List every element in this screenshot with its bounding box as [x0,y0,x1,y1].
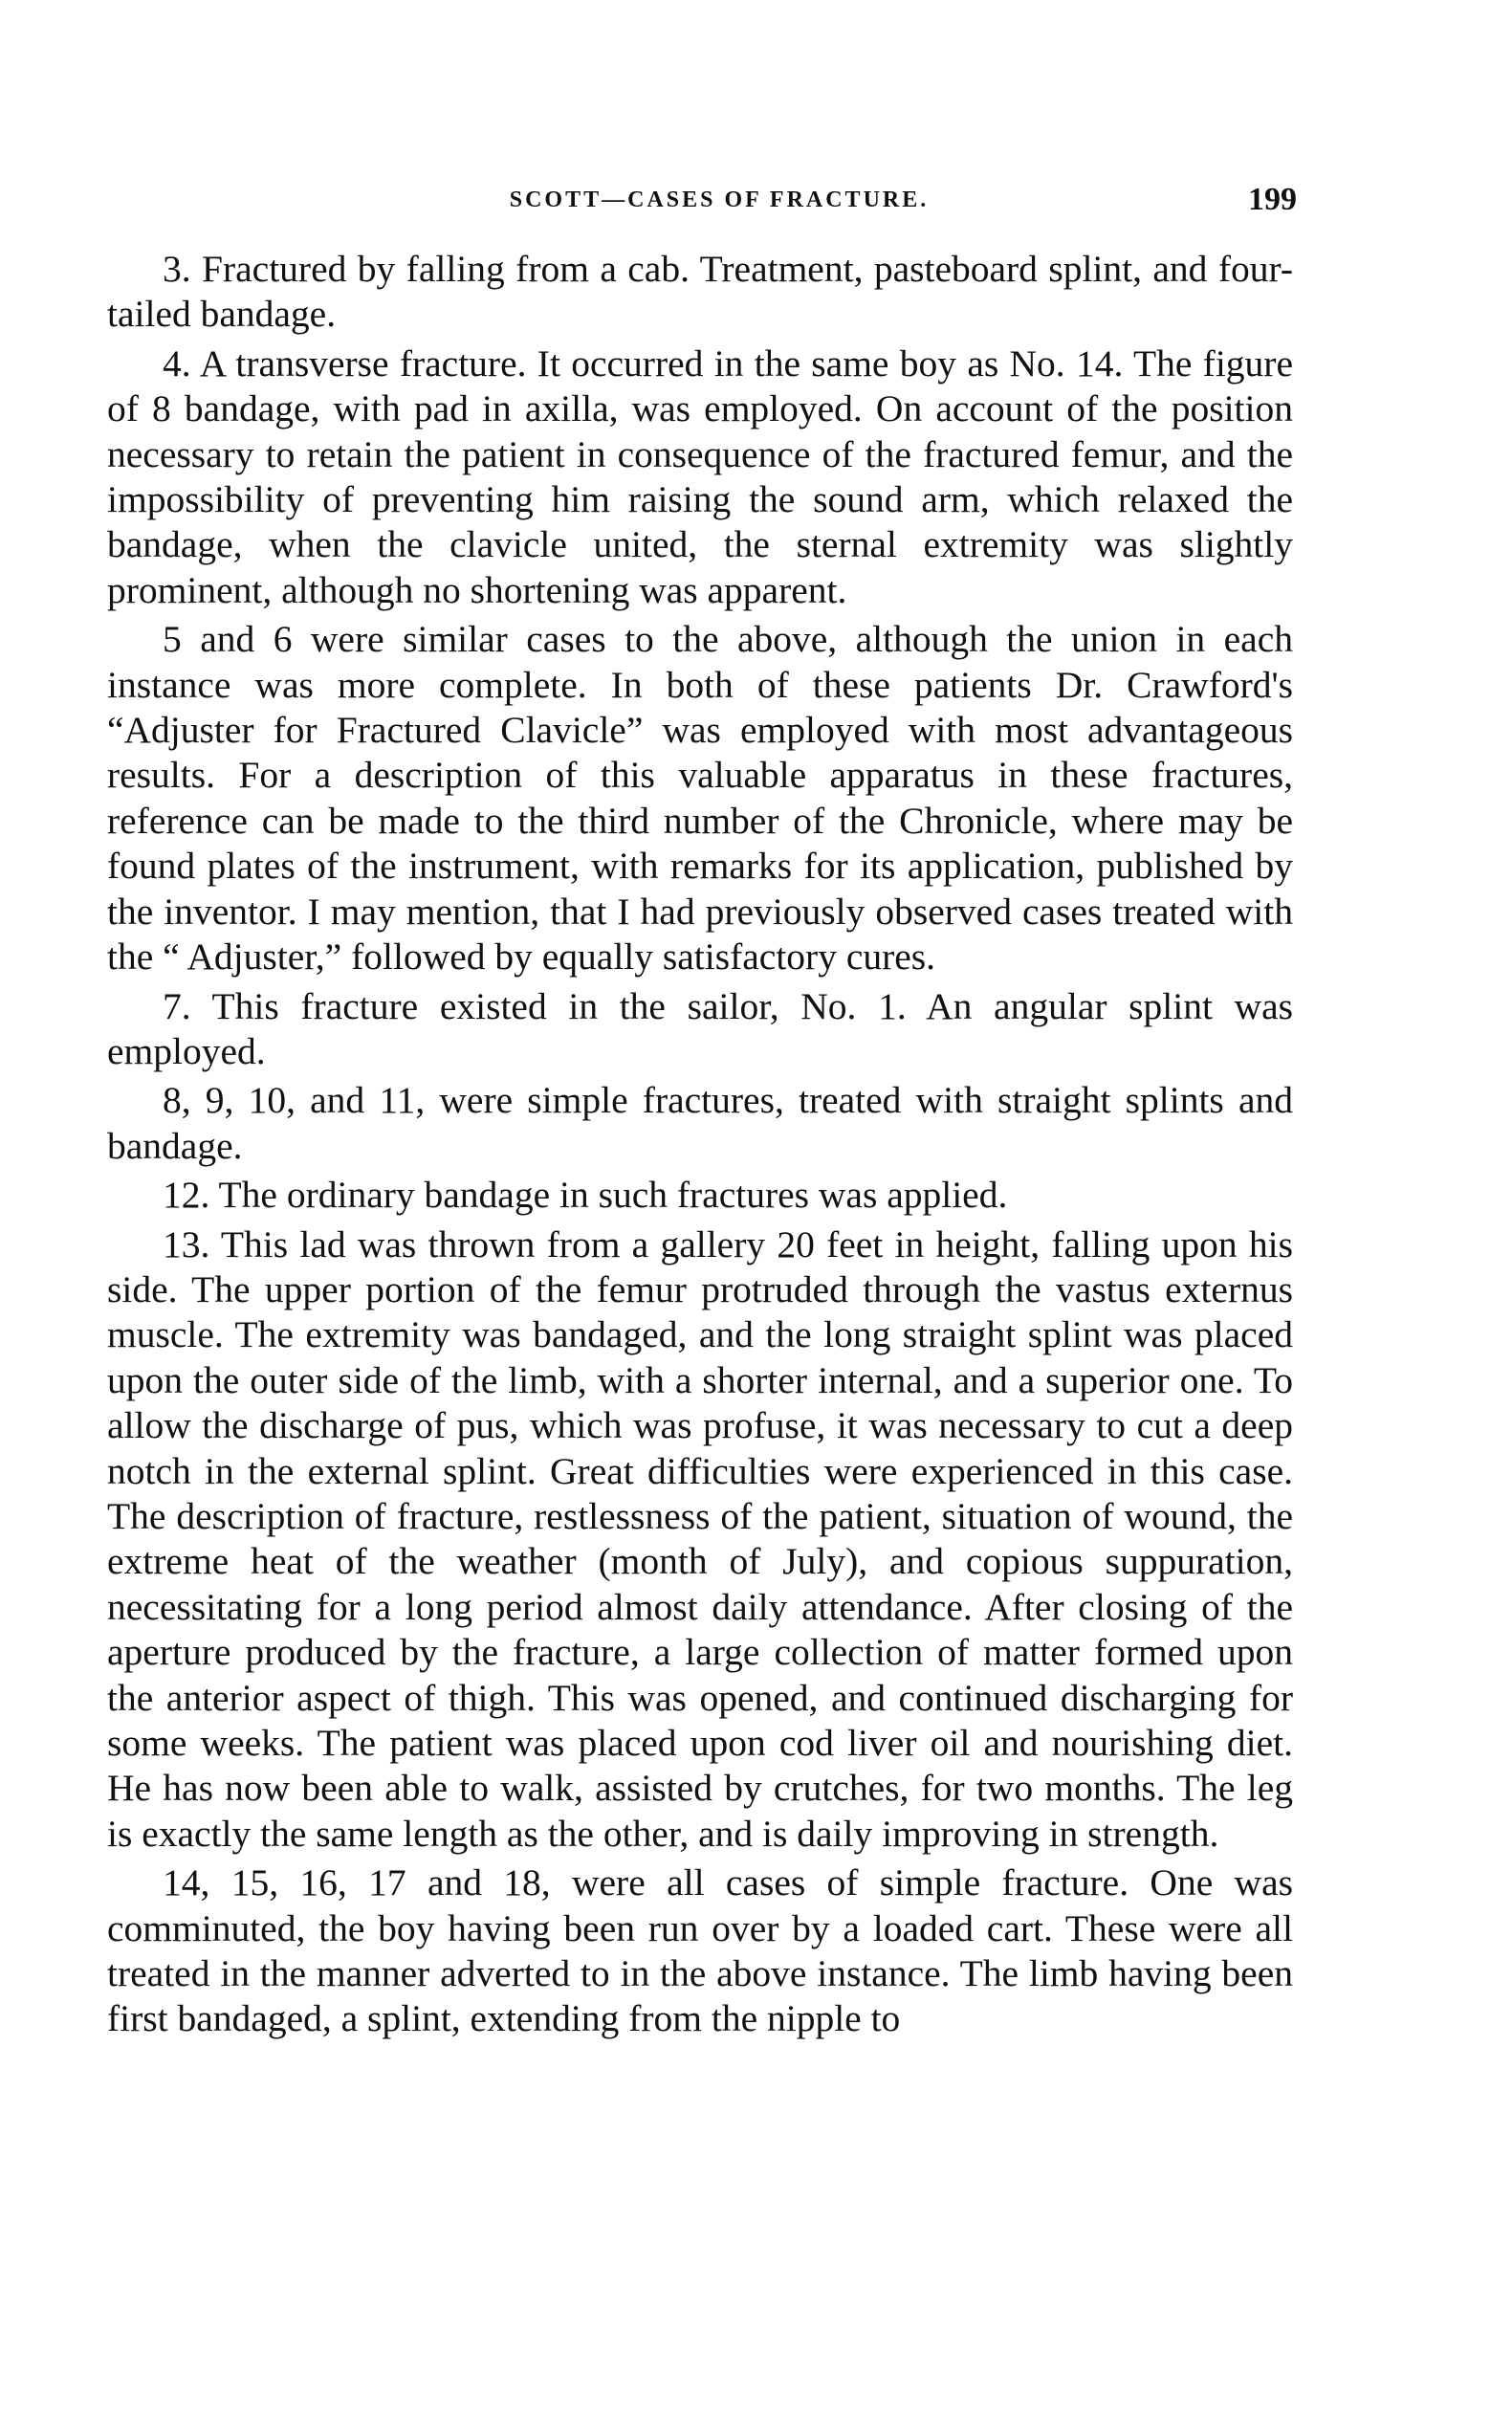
paragraph-case-13: 13. This lad was thrown from a gallery 20 feet in height, falling upon his side. The upper portion of the femur protruded through the vastus externus muscle. The extremity was bandaged, and the long straight splint was placed upon the outer side of the limb, with a shorter internal, and a superior one. To allow the discharge of pus, which was profuse, it was necessary to cut a deep notch in the external splint. Great difficulties were experienced in this case. The description of fracture, restlessness of the patient, situation of wound, the extreme heat of the weather (month of July), and copious suppuration, necessitating for a long period almost daily attendance. After closing of the aperture produced by the fracture, a large collection of matter formed upon the anterior aspect of thigh. This was opened, and continued discharging for some weeks. The patient was placed upon cod liver oil and nourishing diet. He has now been able to walk, assisted by crutches, for two months. The leg is exactly the same length as the other, and is daily improving in strength. [107,1222,1293,1855]
paragraph-case-3: 3. Fractured by falling from a cab. Treatment, pasteboard splint, and four-tailed bandage. [107,248,1293,336]
paragraph-case-4: 4. A transverse fracture. It occurred in the same boy as No. 14. The figure of 8 bandage, with pad in axilla, was employed. On account of the position necessary to retain the patient in consequence of the fractured femur, and the impossibility of preventing him raising the sound arm, which relaxed the bandage, when the clavicle united, the sternal extremity was slightly prominent, although no shortening was apparent. [107,341,1293,611]
paragraph-cases-14-18: 14, 15, 16, 17 and 18, were all cases of simple fracture. One was comminuted, the boy having been run over by a loaded cart. These were all treated in the manner adverted to in the above instance. The limb having been first bandaged, a splint, extending from the nipple to [107,1861,1293,2040]
paragraph-case-12: 12. The ordinary bandage in such fractures was applied. [163,1174,1008,1217]
paragraph-cases-5-6: 5 and 6 were similar cases to the above, although the union in each instance was more complete. In both of these patients Dr. Crawford's “Adjuster for Fractured Clavicle” was employed with most advantageous results. For a description of this valuable apparatus in these fractures, reference can be made to the third number of the Chronicle, where may be found plates of the instrument, with remarks for its application, published by the inventor. I may mention, that I had previously observed cases treated with the “ Adjuster,” followed by equally satisfactory cures. [107,618,1293,979]
page-number: 199 [1248,182,1297,217]
running-title: SCOTT—CASES OF FRACTURE. [509,187,930,212]
body-text [107,247,1293,2042]
paragraph-cases-8-11: 8, 9, 10, and 11, were simple fractures, treated with straight splints and bandage. [107,1079,1293,1167]
paragraph-case-7: 7. This fracture existed in the sailor, No. 1. An angular splint was employed. [107,984,1293,1072]
running-head [142,182,1297,230]
